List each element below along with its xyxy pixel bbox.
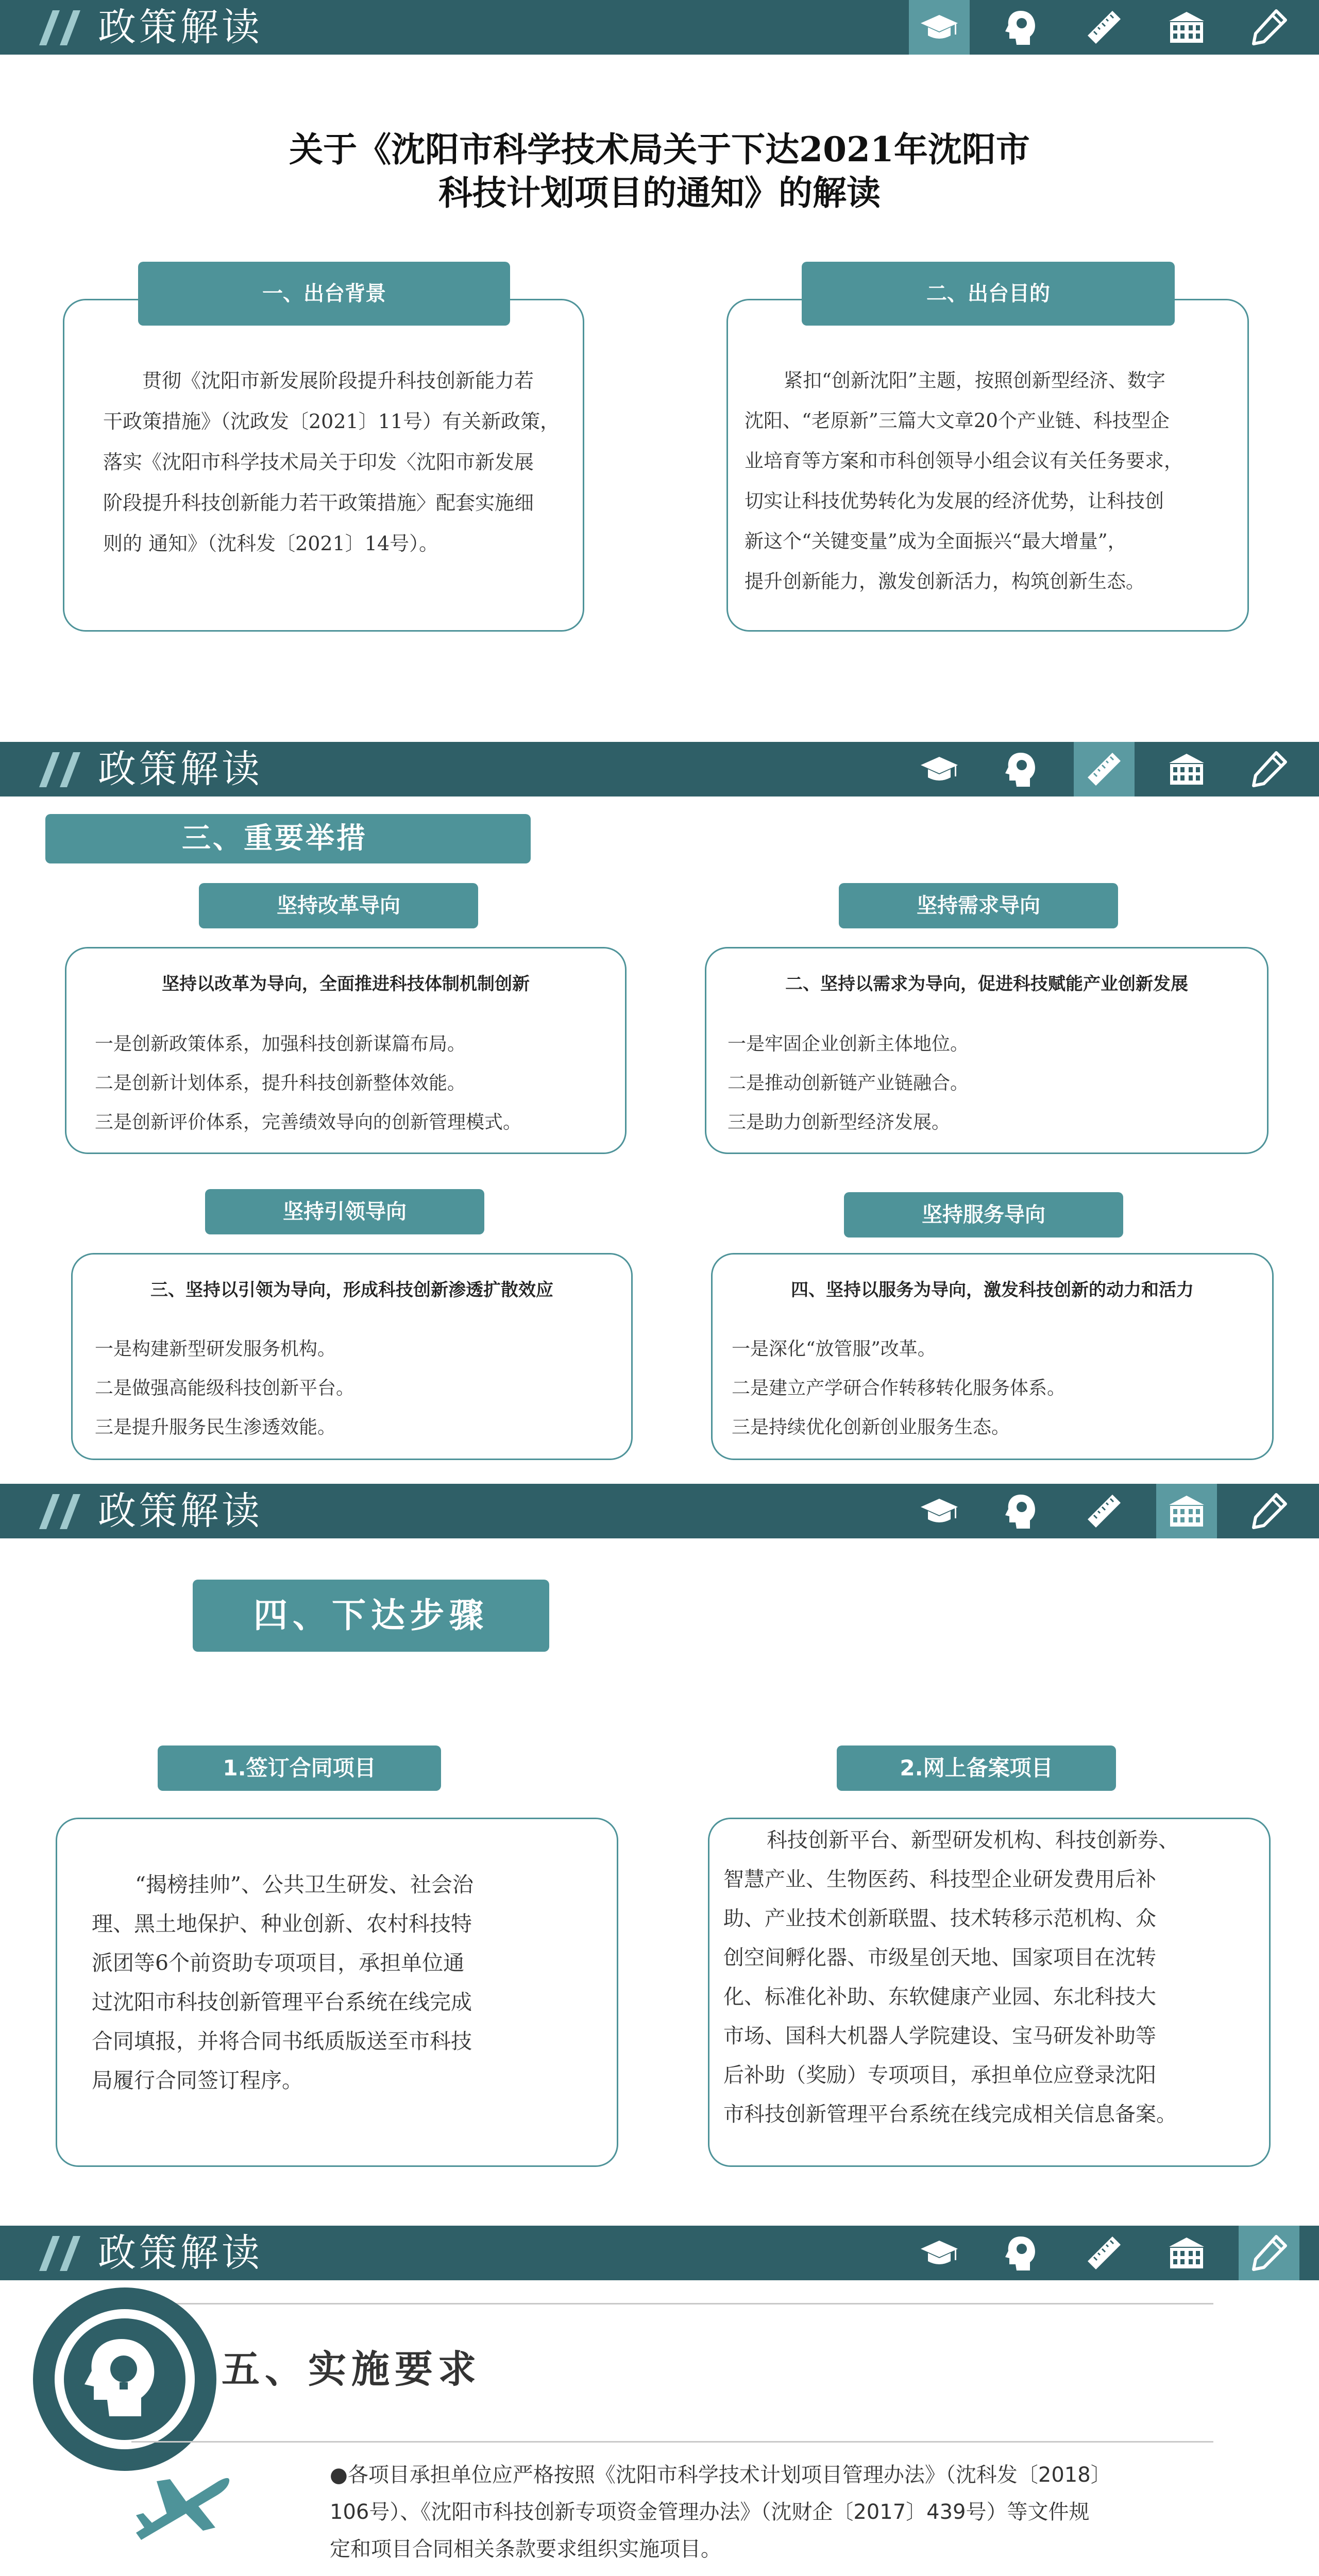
building-icon [1166,749,1207,790]
filing-line: 助、产业技术创新联盟、技术转移示范机构、众 [723,1907,1156,1930]
measure-heading: 三、坚持以引领为导向，形成科技创新渗透扩散效应 [150,1280,553,1300]
graduation-cap-icon [919,7,960,48]
filing-tag: 2.网上备案项目 [837,1745,1116,1791]
background-line: 则的 通知》（沈科发〔2021〕14号）。 [103,532,439,555]
section-tag-steps: 四、下达步骤 [193,1580,549,1652]
pencil-icon [1248,749,1290,790]
pencil-icon [1248,1490,1290,1532]
measure-tag: 坚持引领导向 [205,1189,484,1234]
tab-ruler[interactable] [1074,2226,1135,2280]
building-icon [1166,2232,1207,2274]
header-title: 政策解读 [98,747,263,791]
slashes-icon [37,2234,87,2273]
purpose-line: 提升创新能力，激发创新活力，构筑创新生态。 [745,570,1145,592]
ruler-icon [1084,2232,1125,2274]
title-line-1: 关于《沈阳市科学技术局关于下达2021年沈阳市 [289,129,1030,170]
background-line: 干政策措施》（沈政发〔2021〕11号）有关新政策， [103,410,560,433]
tab-pencil[interactable] [1239,0,1299,55]
measure-item: 一是牢固企业创新主体地位。 [728,1033,969,1055]
tab-head[interactable] [991,742,1052,796]
header-bar [0,1484,1319,1538]
purpose-text [745,361,1239,602]
header-bar [0,0,1319,55]
measure-item: 三是创新评价体系，完善绩效导向的创新管理模式。 [95,1112,522,1133]
tab-pencil[interactable] [1239,742,1299,796]
tab-head[interactable] [991,1484,1052,1538]
measure-item: 二是创新计划体系，提升科技创新整体效能。 [95,1073,466,1094]
contract-line: “揭榜挂帅”、公共卫生研发、社会治 [135,1872,474,1897]
background-text [103,361,567,564]
requirement-line: 106号）、《沈阳市科技创新专项资金管理办法》（沈财企〔2017〕439号）等文件规 [330,2500,1090,2524]
filing-line: 市场、国科大机器人学院建设、宝马研发补助等 [723,2024,1156,2048]
header-title: 政策解读 [98,2231,263,2275]
document-title [0,128,1319,214]
header-title: 政策解读 [98,1489,263,1533]
filing-line: 智慧产业、生物医药、科技型企业研发费用后补 [723,1868,1156,1891]
requirement-line: 定和项目合同相关条款要求组织实施项目。 [330,2537,721,2561]
header-title: 政策解读 [98,5,263,49]
ruler-icon [1084,7,1125,48]
tab-graduation[interactable] [909,0,970,55]
contract-text [92,1865,607,2100]
divider [131,2303,1213,2304]
measure-item: 二是推动创新链产业链融合。 [728,1073,969,1094]
tab-head[interactable] [991,0,1052,55]
measure-item: 三是助力创新型经济发展。 [728,1112,951,1133]
measure-item: 一是构建新型研发服务机构。 [95,1338,336,1360]
header-bar [0,2226,1319,2280]
contract-tag: 1.签订合同项目 [158,1745,441,1791]
tab-graduation[interactable] [909,2226,970,2280]
tab-ruler[interactable] [1074,742,1135,796]
ruler-icon [1084,1490,1125,1532]
filing-line: 创空间孵化器、市级星创天地、国家项目在沈转 [723,1946,1156,1970]
building-icon [1166,1490,1207,1532]
contract-line: 合同填报，并将合同书纸质版送至市科技 [92,2029,472,2054]
measure-item: 三是提升服务民生渗透效能。 [95,1417,336,1438]
measure-heading: 二、坚持以需求为导向，促进科技赋能产业创新发展 [785,974,1188,994]
section-title-requirements: 五、实施要求 [222,2347,481,2392]
ruler-icon [1084,749,1125,790]
head-lightbulb-icon [1001,2232,1042,2274]
purpose-line: 业培育等方案和市科创领导小组会议有关任务要求， [745,450,1183,472]
pencil-icon [1248,2232,1290,2274]
contract-line: 局履行合同签订程序。 [92,2068,303,2093]
slashes-icon [37,1492,87,1531]
head-lightbulb-badge-icon [31,2285,218,2473]
background-line: 阶段提升科技创新能力若干政策措施〉配套实施细 [103,492,534,514]
graduation-cap-icon [919,749,960,790]
background-line: 贯彻《沈阳市新发展阶段提升科技创新能力若 [142,369,534,392]
filing-line: 后补助（奖励）专项项目，承担单位应登录沈阳 [723,2063,1156,2087]
slashes-icon [37,750,87,789]
tab-head[interactable] [991,2226,1052,2280]
measure-item: 二是做强高能级科技创新平台。 [95,1378,355,1399]
contract-line: 过沈阳市科技创新管理平台系统在线完成 [92,1990,472,2014]
measure-tag: 坚持改革导向 [199,883,478,928]
measure-item: 三是持续优化创新创业服务生态。 [732,1417,1010,1438]
head-lightbulb-icon [1001,749,1042,790]
tab-pencil[interactable] [1239,1484,1299,1538]
tab-ruler[interactable] [1074,0,1135,55]
graduation-cap-icon [919,1490,960,1532]
measure-item: 一是创新政策体系，加强科技创新谋篇布局。 [95,1033,466,1055]
requirement-line: ●各项目承担单位应严格按照《沈阳市科学技术计划项目管理办法》（沈科发〔2018〕 [330,2463,1111,2487]
contract-line: 理、黑土地保护、种业创新、农村科技特 [92,1911,472,1936]
section-tag-measures: 三、重要举措 [45,814,531,863]
section-tag-purpose: 二、出台目的 [802,262,1175,326]
section-tag-background: 一、出台背景 [138,262,510,326]
purpose-line: 沈阳、“老原新”三篇大文章20个产业链、科技型企 [745,410,1170,432]
tab-ruler[interactable] [1074,1484,1135,1538]
pencil-icon [1248,7,1290,48]
building-icon [1166,7,1207,48]
graduation-cap-icon [919,2232,960,2274]
tab-building[interactable] [1156,0,1217,55]
requirement-item [330,2456,1195,2568]
tab-graduation[interactable] [909,742,970,796]
tab-building[interactable] [1156,2226,1217,2280]
title-line-2: 科技计划项目的通知》的解读 [438,173,881,213]
measure-heading: 四、坚持以服务为导向，激发科技创新的动力和活力 [791,1280,1194,1300]
tab-graduation[interactable] [909,1484,970,1538]
filing-text [723,1821,1259,2134]
filing-line: 市科技创新管理平台系统在线完成相关信息备案。 [723,2103,1177,2126]
background-line: 落实《沈阳市科学技术局关于印发〈沈阳市新发展 [103,451,534,473]
measure-heading: 坚持以改革为导向，全面推进科技体制机制创新 [162,974,530,994]
measure-tag: 坚持需求导向 [839,883,1118,928]
measure-item: 二是建立产学研合作转移转化服务体系。 [732,1378,1066,1399]
purpose-line: 紧扣“创新沈阳”主题，按照创新型经济、数字 [784,369,1165,392]
tab-building[interactable] [1156,1484,1217,1538]
slashes-icon [37,8,87,47]
purpose-line: 新这个“关键变量”成为全面振兴“最大增量”， [745,530,1127,552]
measure-tag: 坚持服务导向 [844,1192,1123,1238]
divider [131,2441,1213,2443]
header-bar [0,742,1319,796]
measure-item: 一是深化“放管服”改革。 [732,1338,936,1360]
tab-pencil[interactable] [1239,2226,1299,2280]
tab-building[interactable] [1156,742,1217,796]
head-lightbulb-icon [1001,1490,1042,1532]
contract-line: 派团等6个前资助专项项目，承担单位通 [92,1951,465,1975]
filing-line: 科技创新平台、新型研发机构、科技创新券、 [767,1828,1179,1852]
filing-line: 化、标准化补助、东软健康产业园、东北科技大 [723,1985,1156,2009]
head-lightbulb-icon [1001,7,1042,48]
purpose-line: 切实让科技优势转化为发展的经济优势，让科技创 [745,490,1164,512]
airplane-icon [126,2466,239,2548]
